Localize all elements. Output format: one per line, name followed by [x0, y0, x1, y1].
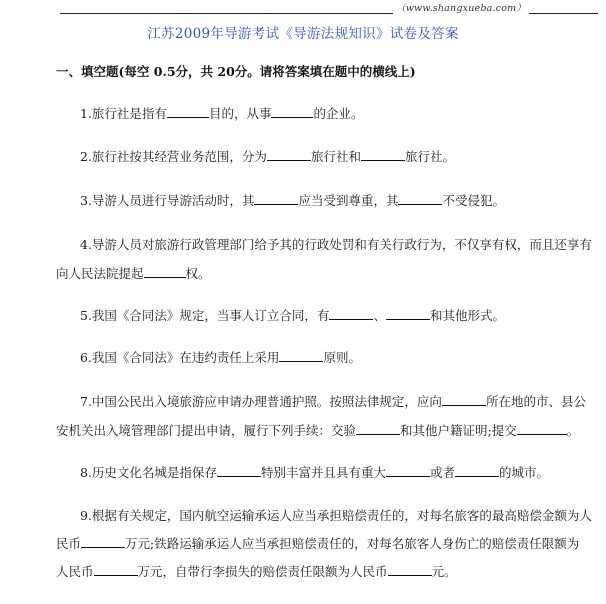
question-line — [80, 506, 592, 524]
question-text: 5.我国《合同法》规定，当事人订立合同，有 — [80, 308, 330, 323]
question-text: 3.导游人员进行导游活动时，其 — [80, 193, 255, 208]
question-text: 原则。 — [323, 350, 361, 365]
answer-blank[interactable] — [144, 265, 186, 278]
question-text: 元。 — [431, 564, 457, 579]
question-line — [80, 147, 455, 165]
question-text: 应当受到尊重，其 — [298, 193, 399, 208]
question-text: 。 — [566, 423, 580, 438]
question-text: 万元;铁路运输承运人应当承担赔偿责任的，对每名旅客人身伤亡的赔偿责任限额为 — [125, 536, 580, 551]
question-text: 所在地的市、县公 — [485, 394, 586, 409]
answer-blank[interactable] — [167, 105, 209, 118]
answer-blank[interactable] — [329, 307, 373, 320]
question-text: 、 — [373, 308, 386, 323]
question-text: 权。 — [185, 266, 211, 281]
question-text: 旅行社。 — [404, 149, 455, 164]
question-line — [80, 235, 592, 253]
question-text: 安机关出入境管理部门提出申请，履行下列手续：交验 — [56, 423, 357, 438]
question-text: 4.导游人员对旅游行政管理部门给予其的行政处罚和有关行政行为，不仅享有权，而且还享有 — [80, 237, 592, 252]
site-watermark: （www.shangxueba.com） — [393, 0, 529, 14]
question-line — [80, 104, 363, 122]
question-text: 旅行社和 — [310, 149, 361, 164]
answer-blank[interactable] — [386, 307, 430, 320]
question-text: 目的，从事 — [208, 106, 272, 121]
question-text: 或者 — [429, 465, 455, 480]
answer-blank[interactable] — [94, 563, 138, 576]
question-line — [56, 421, 579, 439]
answer-blank[interactable] — [455, 464, 499, 477]
document-title: 江苏2009年导游考试《导游法规知识》试卷及答案 — [147, 26, 459, 42]
question-text: 不受侵犯。 — [442, 193, 505, 208]
question-text: 9.根据有关规定，国内航空运输承运人应当承担赔偿责任的，对每名旅客的最高赔偿金额为人 — [80, 508, 592, 523]
question-text: 人民币 — [56, 564, 94, 579]
answer-blank[interactable] — [254, 192, 298, 205]
question-text: 和其他形式。 — [429, 308, 505, 323]
question-line — [56, 562, 457, 580]
answer-blank[interactable] — [279, 349, 323, 362]
answer-blank[interactable] — [356, 422, 400, 435]
answer-blank[interactable] — [442, 393, 486, 406]
section-heading: 一、填空题(每空 0.5分，共 20分。请将答案填在题中的横线上) — [56, 64, 416, 79]
answer-blank[interactable] — [81, 535, 125, 548]
question-line — [80, 392, 586, 410]
answer-blank[interactable] — [361, 148, 405, 161]
question-line — [56, 264, 211, 282]
question-text: 2.旅行社按其经营业务范围，分为 — [80, 149, 267, 164]
answer-blank[interactable] — [398, 192, 442, 205]
answer-blank[interactable] — [271, 105, 313, 118]
question-text: 1.旅行社是指有 — [80, 106, 167, 121]
question-text: 的企业。 — [313, 106, 364, 121]
question-text: 6.我国《合同法》在违约责任上采用 — [80, 350, 280, 365]
question-line — [80, 463, 549, 481]
question-text: 的城市。 — [498, 465, 549, 480]
answer-blank[interactable] — [267, 148, 311, 161]
question-line — [80, 306, 505, 324]
question-text: 和其他户籍证明;提交 — [400, 423, 517, 438]
answer-blank[interactable] — [386, 464, 430, 477]
question-text: 8.历史文化名城是指保存 — [80, 465, 217, 480]
question-text: 民币 — [56, 536, 82, 551]
question-line — [56, 534, 579, 552]
question-line — [80, 348, 361, 366]
question-text: 万元，自带行李损失的赔偿责任限额为人民币 — [137, 564, 388, 579]
question-text: 7.中国公民出入境旅游应申请办理普通护照。按照法律规定，应向 — [80, 394, 442, 409]
answer-blank[interactable] — [517, 422, 567, 435]
answer-blank[interactable] — [217, 464, 261, 477]
answer-blank[interactable] — [388, 563, 432, 576]
question-line — [80, 191, 505, 209]
question-text: 向人民法院提起 — [56, 266, 144, 281]
question-text: 特别丰富并且具有重大 — [260, 465, 386, 480]
